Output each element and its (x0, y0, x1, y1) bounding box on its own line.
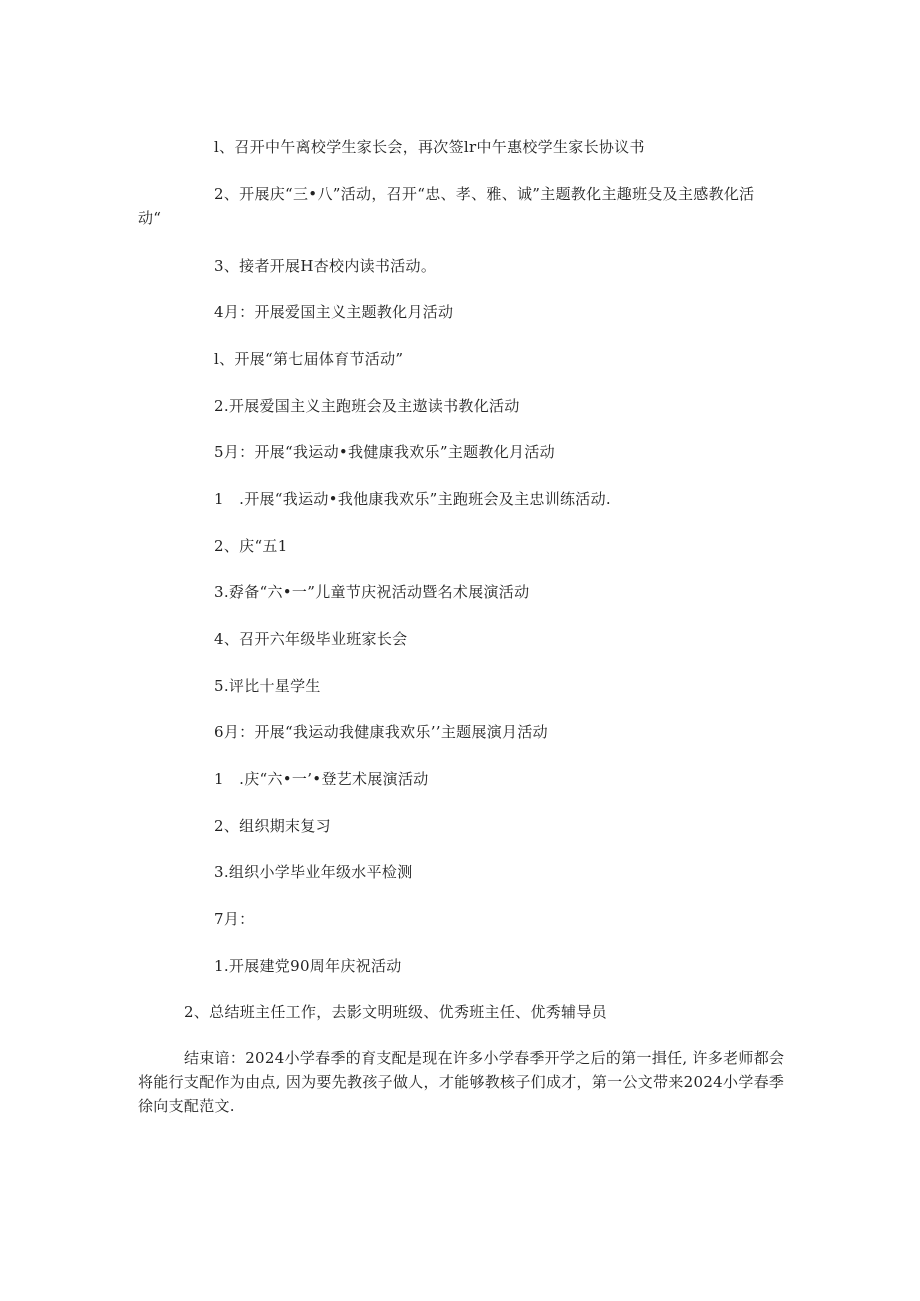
item-may-day: 2、庆“五1 (214, 537, 288, 555)
item-graduation-meeting: 4、召开六年级毕业班家长会 (214, 630, 408, 648)
conclusion-line-2: 将能行支配作为由点, 因为要先教孩子做人，才能够教核子们成才，第一公文带来2024小学春季 (138, 1073, 785, 1091)
item-march-eighth: 2、开展庆“三•八”活动，召开“忠、孝、雅、诚”主题教化主趣班殳及主感教化活 (214, 185, 755, 203)
item-reading: 3、接者开展H杏校内读书活动。 (214, 257, 437, 275)
item-ten-star: 5.评比十星学生 (214, 677, 321, 695)
item-health-class: 1 .开展“我运动•我他康我欢乐”主跑班会及主忠训练活动. (214, 490, 611, 508)
item-art-show: 1 .庆“六•一’•登艺术展演活动 (214, 770, 429, 788)
heading-june: 6月：开展“我运动我健康我欢乐’’主题展演月活动 (214, 723, 548, 741)
item-level-test: 3.组织小学毕业年级水平检测 (214, 863, 413, 881)
item-sports-festival: l、开展“第七届体育节活动” (214, 350, 404, 368)
item-childrens-day-prep: 3.孬备“六•一”儿童节庆祝活动暨名术展演活动 (214, 583, 530, 601)
item-parent-meeting: l、召开中午离校学生家长会，再次签lr中午惠校学生家长协议书 (214, 138, 645, 156)
conclusion-line-3: 徐向支配范文. (138, 1097, 235, 1115)
heading-april: 4月：开展爱国主义主题教化月活动 (214, 303, 454, 321)
item-summary: 2、总结班主任工作，去影文明班级、优秀班主任、优秀辅导员 (184, 1003, 607, 1021)
item-final-review: 2、组织期末复习 (214, 817, 331, 835)
heading-july: 7月： (214, 910, 255, 928)
item-march-eighth-cont: 动“ (138, 209, 162, 227)
item-patriotic-class: 2.开展爱国主义主跑班会及主遨读书教化活动 (214, 397, 520, 415)
heading-may: 5月：开展“我运动•我健康我欢乐”主题教化月活动 (214, 443, 555, 461)
item-party-anniversary: 1.开展建党90周年庆祝活动 (214, 957, 402, 975)
conclusion-line-1: 结束谙：2024小学春季的育支配是现在许多小学春季开学之后的第一揖任, 许多老师都会 (184, 1049, 785, 1067)
